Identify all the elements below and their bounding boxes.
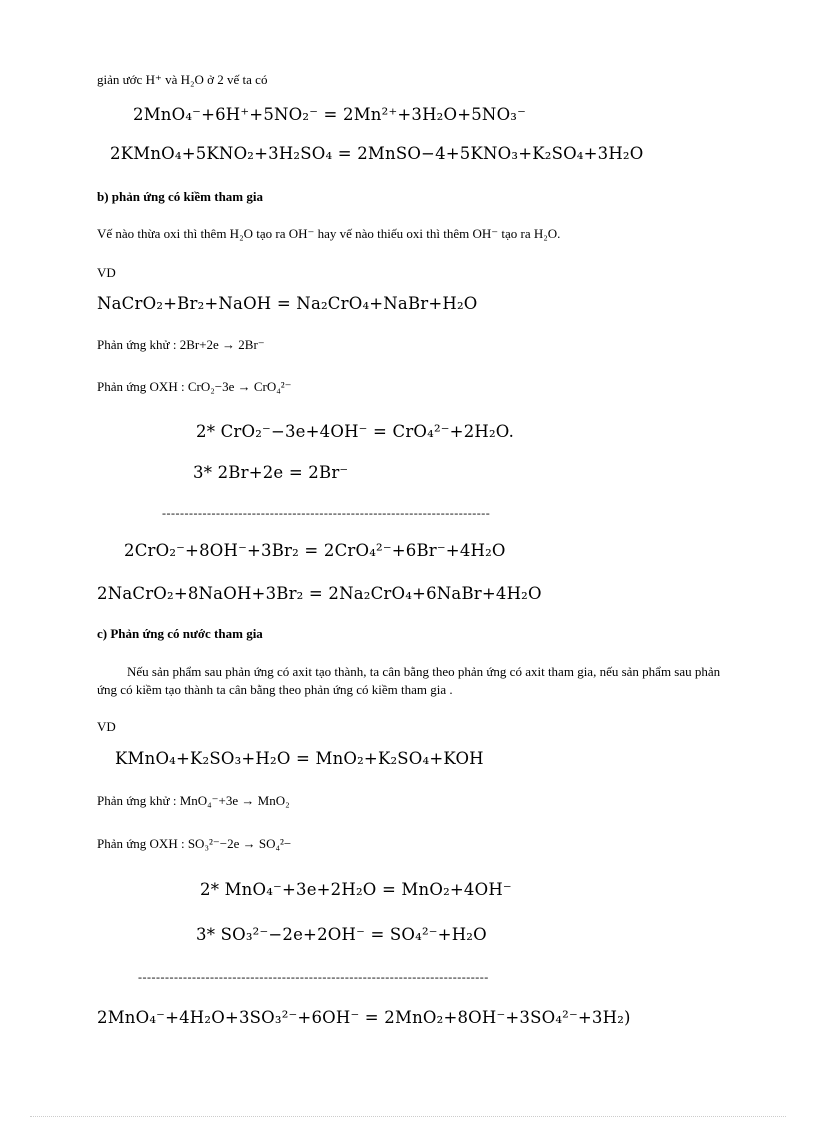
section-c-heading: c) Phản ứng có nước tham gia	[97, 626, 263, 641]
section-b-heading: b) phản ứng có kiềm tham gia	[97, 189, 263, 204]
divider-b: -------------------------------------------------------------------------	[162, 506, 491, 520]
rule-paragraph-c: Nếu sản phẩm sau phản ứng có axit tạo thành, ta cân bằng theo phản ứng có axit tham gia, nếu sản phẩm sau phản ứng có kiềm tạo thành ta cân bằng theo phản ứng có kiềm tham gia .	[97, 664, 721, 697]
ionic-equation-1: 2MnO₄⁻+6H⁺+5NO₂⁻ = 2Mn²⁺+3H₂O+5NO₃⁻	[133, 105, 527, 124]
example-label-c: VD	[97, 719, 116, 734]
reduction-half-c: Phản ứng khử : MnO₄⁻+3e → MnO₂	[97, 793, 290, 808]
reduction-half-b: Phản ứng khử : 2Br+2e → 2Br⁻	[97, 337, 265, 352]
molecular-equation-1: 2KMnO₄+5KNO₂+3H₂SO₄ = 2MnSO−4+5KNO₃+K₂SO₄+3H₂O	[110, 144, 644, 163]
example-equation-c: KMnO₄+K₂SO₃+H₂O = MnO₂+K₂SO₄+KOH	[115, 749, 484, 768]
half-equation-c-x3: 3* SO₃²⁻−2e+2OH⁻ = SO₄²⁻+H₂O	[196, 925, 487, 944]
example-label-b: VD	[97, 265, 116, 280]
example-equation-b: NaCrO₂+Br₂+NaOH = Na₂CrO₄+NaBr+H₂O	[97, 294, 478, 313]
half-equation-b-x2: 2* CrO₂⁻−3e+4OH⁻ = CrO₄²⁻+2H₂O.	[196, 422, 515, 441]
ionic-equation-b: 2CrO₂⁻+8OH⁻+3Br₂ = 2CrO₄²⁻+6Br⁻+4H₂O	[124, 541, 506, 560]
oxidation-half-b: Phản ứng OXH : CrO₂−3e → CrO₄²⁻	[97, 379, 292, 394]
rule-text-b: Vế nào thừa oxi thì thêm H₂O tạo ra OH⁻ hay vế nào thiếu oxi thì thêm OH⁻ tạo ra H₂O.	[97, 226, 561, 241]
page-bottom-border	[30, 1116, 786, 1117]
ionic-equation-c: 2MnO₄⁻+4H₂O+3SO₃²⁻+6OH⁻ = 2MnO₂+8OH⁻+3SO₄²⁻+3H₂)	[97, 1008, 631, 1027]
oxidation-half-c: Phản ứng OXH : SO₃²⁻−2e → SO₄²−	[97, 836, 292, 851]
intro-line: giản ước H⁺ và H₂O ở 2 vế ta có	[97, 72, 268, 87]
half-equation-c-x2: 2* MnO₄⁻+3e+2H₂O = MnO₂+4OH⁻	[200, 880, 512, 899]
divider-c: ------------------------------------------------------------------------------	[138, 970, 489, 984]
molecular-equation-b: 2NaCrO₂+8NaOH+3Br₂ = 2Na₂CrO₄+6NaBr+4H₂O	[97, 584, 542, 603]
half-equation-b-x3: 3* 2Br+2e = 2Br⁻	[193, 463, 349, 482]
